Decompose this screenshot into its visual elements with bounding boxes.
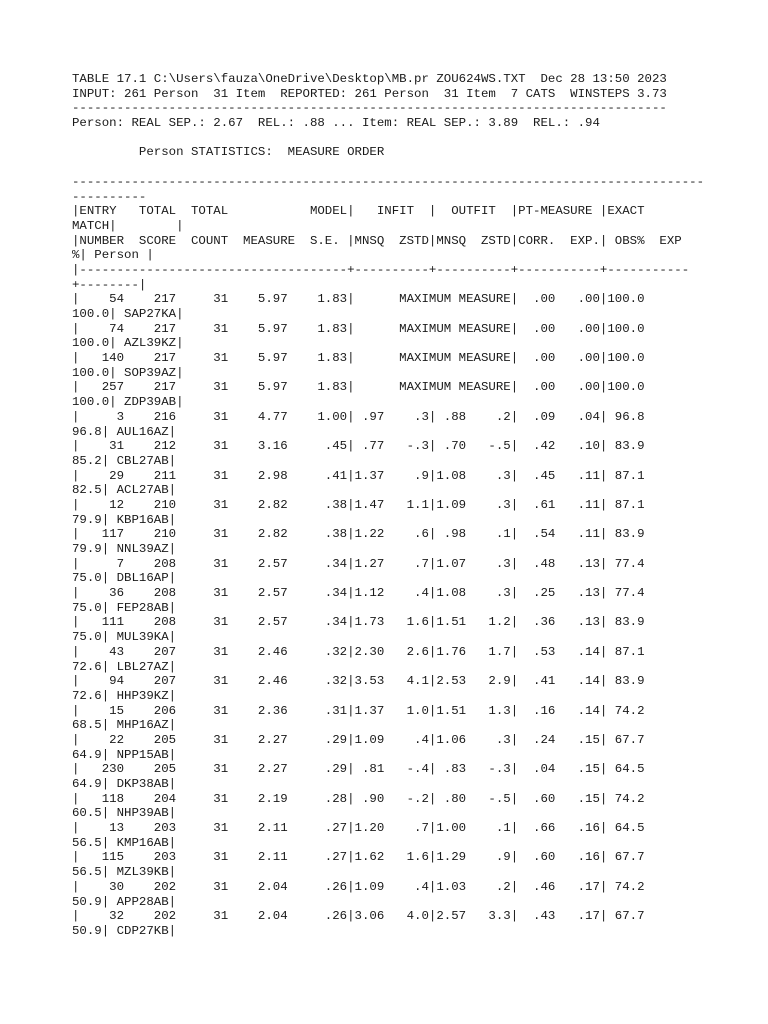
table-row-wrap: 79.9| NNL39AZ| <box>72 542 177 556</box>
table-row: | 29 211 31 2.98 .41|1.37 .9|1.08 .3| .45 .11| 87.1 <box>72 468 645 483</box>
table-row: | 12 210 31 2.82 .38|1.47 1.1|1.09 .3| .61 .11| 87.1 <box>72 497 645 512</box>
table-row: | 43 207 31 2.46 .32|2.30 2.6|1.76 1.7| .53 .14| 87.1 <box>72 644 645 659</box>
table-top-rule: ------------------------------------------------------------------------------------- <box>72 174 705 189</box>
table-row-wrap: 75.0| DBL16AP| <box>72 571 177 586</box>
table-row-wrap: 72.6| LBL27AZ| <box>72 659 177 674</box>
column-header-row-2-wrap: %| Person | <box>72 248 154 263</box>
table-row-wrap: 82.5| ACL27AB| <box>72 483 177 498</box>
table-row: | 257 217 31 5.97 1.83| MAXIMUM MEASURE| .00 .00|100.0 <box>72 380 645 395</box>
table-body <box>72 292 704 938</box>
blank-line <box>72 131 704 146</box>
table-row: | 230 205 31 2.27 .29| .81 -.4| .83 -.3| .04 .15| 64.5 <box>72 762 645 777</box>
blank-line <box>72 160 704 175</box>
column-header-row-1-wrap: MATCH| | <box>72 218 184 233</box>
table-row-wrap: 60.5| NHP39AB| <box>72 806 177 821</box>
table-row-wrap: 50.9| CDP27KB| <box>72 923 177 938</box>
table-row: | 118 204 31 2.19 .28| .90 -.2| .80 -.5| .60 .15| 74.2 <box>72 791 645 806</box>
table-row-wrap: 56.5| KMP16AB| <box>72 835 177 850</box>
table-row-wrap: 50.9| APP28AB| <box>72 894 177 909</box>
table-row: | 117 210 31 2.82 .38|1.22 .6| .98 .1| .54 .11| 83.9 <box>72 527 645 542</box>
table-top-rule-wrap: ---------- <box>72 189 147 204</box>
header-separator-wrap: +--------| <box>72 277 147 292</box>
table-row: | 31 212 31 3.16 .45| .77 -.3| .70 -.5| .42 .10| 83.9 <box>72 439 645 454</box>
column-header-row-1: |ENTRY TOTAL TOTAL MODEL| INFIT | OUTFIT |PT-MEASURE |EXACT <box>72 204 645 219</box>
table-row-wrap: 72.6| HHP39KZ| <box>72 688 177 703</box>
table-row: | 36 208 31 2.57 .34|1.12 .4|1.08 .3| .25 .13| 77.4 <box>72 586 645 601</box>
table-row: | 15 206 31 2.36 .31|1.37 1.0|1.51 1.3| .16 .14| 74.2 <box>72 703 645 718</box>
table-row-wrap: 64.9| DKP38AB| <box>72 777 177 791</box>
table-row: | 3 216 31 4.77 1.00| .97 .3| .88 .2| .09 .04| 96.8 <box>72 409 645 424</box>
table-row-wrap: 79.9| KBP16AB| <box>72 512 177 527</box>
table-row: | 111 208 31 2.57 .34|1.73 1.6|1.51 1.2| .36 .13| 83.9 <box>72 615 645 630</box>
table-row-wrap: 100.0| SAP27KA| <box>72 307 184 321</box>
table-row-wrap: 85.2| CBL27AB| <box>72 453 177 468</box>
table-row: | 94 207 31 2.46 .32|3.53 4.1|2.53 2.9| .41 .14| 83.9 <box>72 674 645 689</box>
table-row-wrap: 75.0| FEP28AB| <box>72 600 177 615</box>
section-title: Person STATISTICS: MEASURE ORDER <box>72 145 385 160</box>
table-row: | 140 217 31 5.97 1.83| MAXIMUM MEASURE| .00 .00|100.0 <box>72 351 645 366</box>
table-row-wrap: 56.5| MZL39KB| <box>72 865 177 880</box>
table-row-wrap: 100.0| ZDP39AB| <box>72 395 184 410</box>
input-summary-line: INPUT: 261 Person 31 Item REPORTED: 261 Person 31 Item 7 CATS WINSTEPS 3.73 <box>72 86 667 101</box>
table-row: | 115 203 31 2.11 .27|1.62 1.6|1.29 .9| .60 .16| 67.7 <box>72 850 645 865</box>
winsteps-output-document <box>72 72 704 939</box>
table-title-line: TABLE 17.1 C:\Users\fauza\OneDrive\Desktop\MB.pr ZOU624WS.TXT Dec 28 13:50 2023 <box>72 72 667 86</box>
table-row: | 30 202 31 2.04 .26|1.09 .4|1.03 .2| .46 .17| 74.2 <box>72 879 645 894</box>
table-row-wrap: 75.0| MUL39KA| <box>72 630 177 645</box>
table-row: | 7 208 31 2.57 .34|1.27 .7|1.07 .3| .48 .13| 77.4 <box>72 556 645 571</box>
table-row-wrap: 100.0| SOP39AZ| <box>72 365 184 380</box>
column-header-row-2: |NUMBER SCORE COUNT MEASURE S.E. |MNSQ ZSTD|MNSQ ZSTD|CORR. EXP.| OBS% EXP <box>72 233 682 248</box>
header-separator: |------------------------------------+----------+----------+-----------+----------- <box>72 262 690 277</box>
table-row-wrap: 64.9| NPP15AB| <box>72 747 177 762</box>
table-row: | 74 217 31 5.97 1.83| MAXIMUM MEASURE| .00 .00|100.0 <box>72 321 645 336</box>
table-row: | 22 205 31 2.27 .29|1.09 .4|1.06 .3| .24 .15| 67.7 <box>72 732 645 747</box>
table-row-wrap: 100.0| AZL39KZ| <box>72 336 184 351</box>
table-row-wrap: 96.8| AUL16AZ| <box>72 424 177 439</box>
separation-reliability-line: Person: REAL SEP.: 2.67 REL.: .88 ... Item: REAL SEP.: 3.89 REL.: .94 <box>72 116 600 131</box>
table-row: | 13 203 31 2.11 .27|1.20 .7|1.00 .1| .66 .16| 64.5 <box>72 821 645 836</box>
table-row-wrap: 68.5| MHP16AZ| <box>72 718 177 733</box>
table-row: | 32 202 31 2.04 .26|3.06 4.0|2.57 3.3| .43 .17| 67.7 <box>72 909 645 924</box>
divider-line: -------------------------------------------------------------------------------- <box>72 101 667 116</box>
table-row: | 54 217 31 5.97 1.83| MAXIMUM MEASURE| .00 .00|100.0 <box>72 292 645 307</box>
